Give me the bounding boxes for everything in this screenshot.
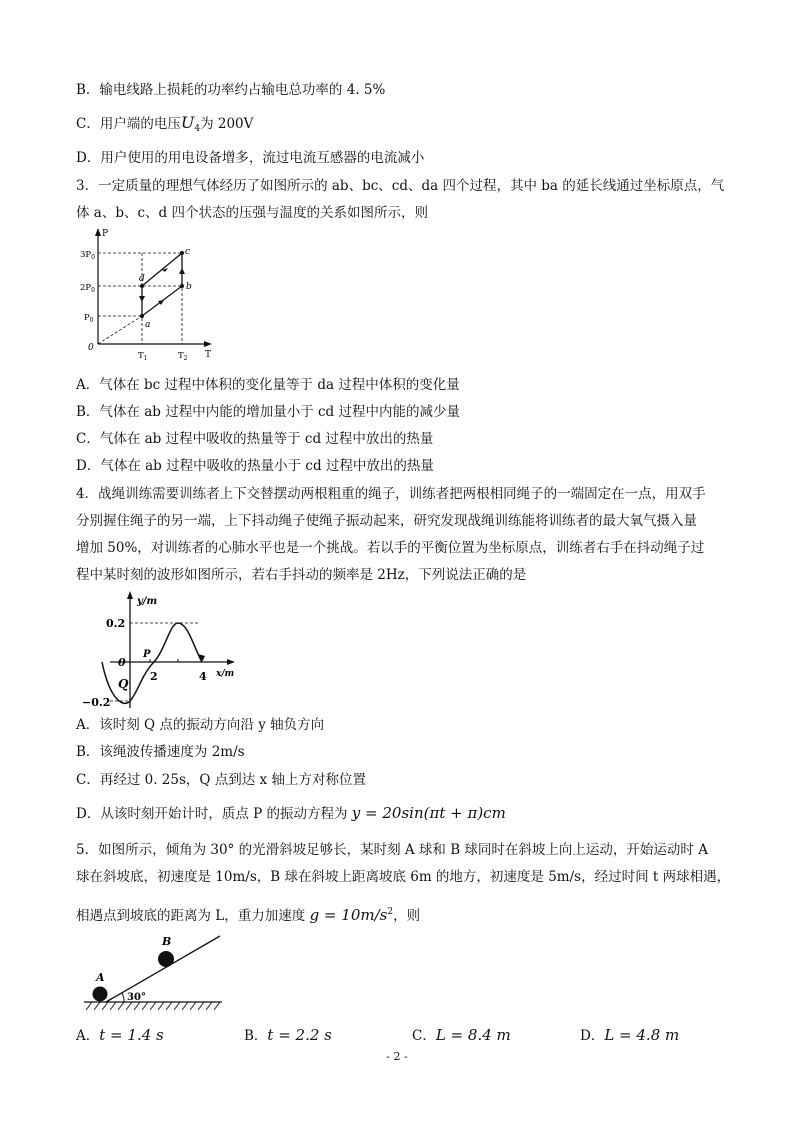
q3-origin-label: 0 [88, 343, 94, 353]
q3-point-d: d [139, 274, 145, 284]
q3-option-a: A．气体在 bc 过程中体积的变化量等于 da 过程中体积的变化量 [76, 377, 460, 393]
q3-option-c: C．气体在 ab 过程中吸收的热量等于 cd 过程中放出的热量 [76, 431, 434, 447]
q3-y-3p-main: 3P [80, 250, 92, 260]
q5-option-b-letter: B． [244, 1028, 268, 1044]
q2-option-c [76, 114, 253, 138]
q4-stem-line1: 4．战绳训练需要训练者上下交替摆动两根粗重的绳子，训练者把两根相同绳子的一端固定在一点，用双手 [76, 486, 706, 502]
q3-y-3p-sub: 0 [91, 254, 95, 261]
q3-x-t2-label [178, 351, 188, 362]
q4-point-p: P [143, 649, 151, 660]
q5-gravity-exponent: 2 [387, 907, 394, 917]
q5-option-d [580, 1024, 679, 1044]
q3-y-p-label [84, 313, 94, 324]
q3-x-t1-main: T [138, 351, 144, 361]
q4-option-a: A．该时刻 Q 点的振动方向沿 y 轴负方向 [76, 717, 325, 733]
q3-y-2p-label [80, 283, 95, 294]
q5-option-c-equation: L = 8.4 m [435, 1026, 511, 1044]
q4-y-neg-label: −0.2 [82, 696, 111, 709]
q3-pt-graph [78, 226, 218, 368]
q5-option-c-letter: C． [412, 1028, 436, 1044]
q4-x-4-label: 4 [199, 670, 207, 683]
q4-option-d-prefix: D．从该时刻开始计时，质点 P 的振动方程为 [76, 806, 348, 822]
q3-y-p-sub: 0 [89, 317, 94, 324]
q3-x-t2-main: T [178, 351, 184, 361]
q5-stem-line3 [76, 903, 420, 925]
q4-option-b: B．该绳波传播速度为 2m/s [76, 744, 245, 760]
q3-stem-line2: 体 a、b、c、d 四个状态的压强与温度的关系如图所示，则 [76, 205, 428, 221]
q3-y-2p-main: 2P [80, 283, 92, 293]
q5-stem-line2: 球在斜坡底，初速度是 10m/s，B 球在斜坡上距离坡底 6m 的地方，初速度是 5m/s，经过时间 t 两球相遇， [76, 869, 731, 885]
q4-option-c: C．再经过 0. 25s，Q 点到达 x 轴上方对称位置 [76, 772, 366, 788]
q3-point-a: a [145, 320, 151, 330]
q2-option-b: B．输电线路上损耗的功率约占输电总功率的 4. 5% [76, 82, 386, 98]
q5-option-a-letter: A． [76, 1028, 100, 1044]
q4-option-d-equation: y = 20sin(πt + π)cm [351, 804, 506, 822]
q3-axis-p-label: P [102, 229, 109, 239]
q4-wave-graph [80, 588, 240, 714]
q5-ball-a-label: A [96, 971, 105, 984]
q5-angle-label: 30° [127, 992, 146, 1003]
q5-options-row [76, 1024, 716, 1044]
page-number: - 2 - [386, 1050, 408, 1063]
q4-stem-line2: 分别握住绳子的另一端，上下抖动绳子使绳子振动起来，研究发现战绳训练能将训练者的最大氧气摄入量 [76, 513, 697, 529]
q5-option-c [412, 1024, 511, 1044]
q3-point-b: b [186, 282, 192, 292]
q2-option-c-sub: 4 [194, 124, 201, 134]
q5-ball-b-label: B [162, 935, 172, 948]
q4-y-pos-label: 0.2 [106, 617, 126, 630]
q4-point-q: Q [118, 677, 129, 691]
q5-stem-line3-prefix: 相遇点到坡底的距离为 L，重力加速度 [76, 908, 306, 924]
q5-option-d-letter: D． [580, 1028, 605, 1044]
q3-y-2p-sub: 0 [91, 287, 95, 294]
q5-stem-line1: 5．如图所示，倾角为 30° 的光滑斜坡足够长，某时刻 A 球和 B 球同时在斜坡上向上运动，开始运动时 A [76, 842, 708, 858]
q5-gravity-equation: g = 10m/s [309, 906, 388, 924]
q3-option-b: B．气体在 ab 过程中内能的增加量小于 cd 过程中内能的减少量 [76, 404, 460, 420]
q5-stem-line3-suffix: ，则 [393, 908, 421, 924]
q4-option-d [76, 804, 506, 823]
q5-option-a-equation: t = 1.4 s [99, 1026, 164, 1044]
q5-option-a [76, 1024, 164, 1044]
q4-stem-line4: 程中某时刻的波形如图所示，若右手抖动的频率是 2Hz，下列说法正确的是 [76, 567, 527, 583]
q3-x-t2-sub: 2 [183, 355, 188, 362]
q4-x-2-label: 2 [150, 670, 158, 683]
q5-option-b [244, 1024, 332, 1044]
q3-axis-t-label: T [205, 350, 212, 360]
q2-option-c-suffix: 为 200V [200, 116, 254, 132]
q3-option-d: D．气体在 ab 过程中吸收的热量小于 cd 过程中放出的热量 [76, 458, 434, 474]
q5-option-b-equation: t = 2.2 s [267, 1026, 332, 1044]
q4-axis-x-label: x/m [216, 669, 235, 679]
q3-x-t1-sub: 1 [143, 355, 148, 362]
q5-incline-figure [80, 926, 230, 1012]
q2-option-d: D．用户使用的用电设备增多，流过电流互感器的电流减小 [76, 150, 425, 166]
q4-stem-line3: 增加 50%，对训练者的心肺水平也是一个挑战。若以手的平衡位置为坐标原点，训练者右手在抖动绳子过 [76, 540, 705, 556]
q3-x-t1-label [138, 351, 148, 362]
q4-origin-label: 0 [118, 656, 126, 669]
q2-option-c-var: U [180, 113, 195, 132]
q5-option-d-equation: L = 4.8 m [604, 1026, 680, 1044]
q2-option-c-prefix: C．用户端的电压 [76, 116, 181, 132]
q3-y-3p-label [80, 250, 95, 261]
q4-axis-y-label: y/m [137, 596, 158, 607]
q3-stem-line1: 3．一定质量的理想气体经历了如图所示的 ab、bc、cd、da 四个过程，其中 ba 的延长线通过坐标原点，气 [76, 178, 725, 194]
q3-y-p-main: P [84, 313, 90, 323]
q3-point-c: c [185, 247, 191, 257]
